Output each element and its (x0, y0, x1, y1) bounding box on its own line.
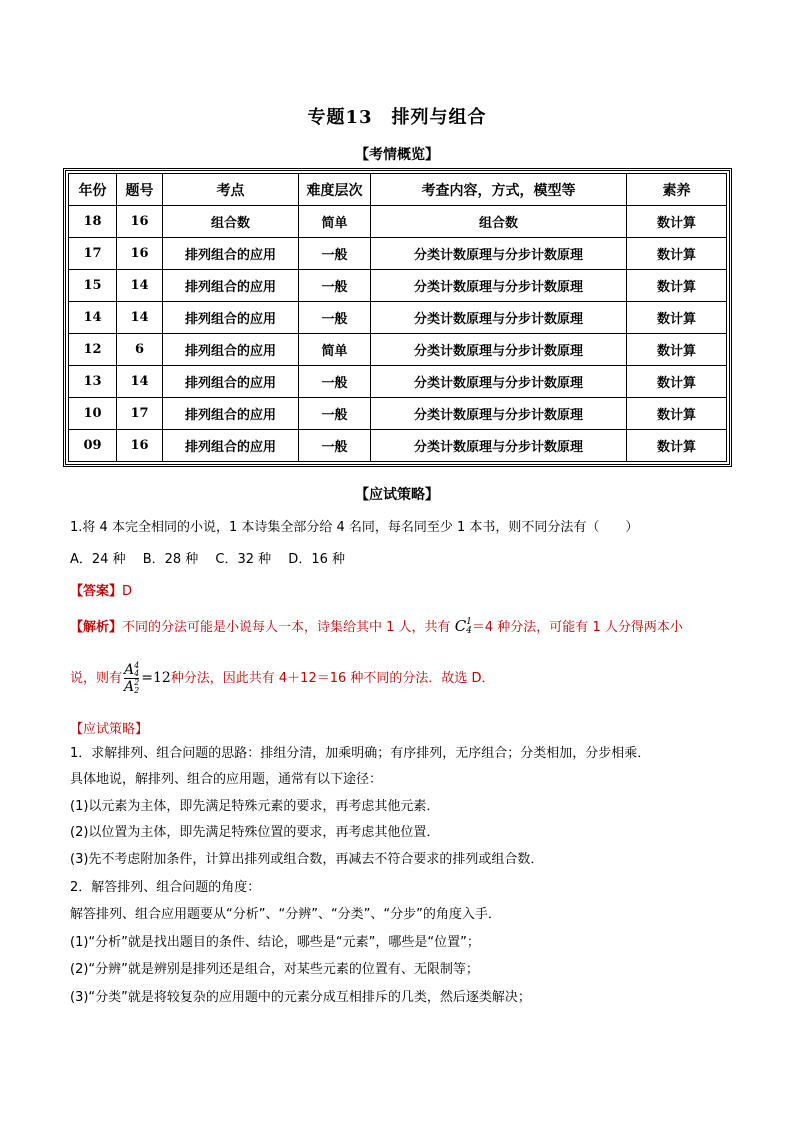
table-row (69, 206, 727, 238)
cell-question-no: 17 (117, 398, 163, 430)
cell-difficulty: 一般 (299, 398, 371, 430)
cell-difficulty: 一般 (299, 238, 371, 270)
table-row (69, 334, 727, 366)
strategy-line: (1)“分析”就是找出题目的条件、结论，哪些是“元素”，哪些是“位置”； (70, 935, 480, 950)
cell-year: 15 (69, 270, 117, 302)
analysis-text-2b: 种分法，因此共有 4＋12＝16 种不同的分法．故选 D． (170, 671, 495, 686)
combination-sup: 1 (466, 617, 472, 627)
cell-literacy: 数计算 (627, 366, 727, 398)
analysis-line-1 (70, 616, 683, 638)
cell-question-no: 16 (117, 430, 163, 462)
cell-topic: 排列组合的应用 (163, 430, 299, 462)
denominator-base: A (124, 679, 135, 695)
strategy2-heading: 【应试策略】 (70, 722, 149, 737)
cell-content: 分类计数原理与分步计数原理 (371, 238, 627, 270)
cell-question-no: 14 (117, 366, 163, 398)
strategy-line: (2)“分辨”就是辨别是排列还是组合，对某些元素的位置有、无限制等； (70, 962, 479, 977)
cell-literacy: 数计算 (627, 398, 727, 430)
cell-content: 分类计数原理与分步计数原理 (371, 334, 627, 366)
cell-content: 分类计数原理与分步计数原理 (371, 366, 627, 398)
fraction-denominator (124, 679, 139, 695)
strategy-line: 具体地说，解排列、组合的应用题，通常有以下途径： (70, 772, 383, 787)
header-question-no: 题号 (117, 174, 163, 206)
cell-topic: 排列组合的应用 (163, 334, 299, 366)
cell-year: 12 (69, 334, 117, 366)
strategy-heading: 【应试策略】 (355, 487, 439, 503)
table-row (69, 302, 727, 334)
cell-question-no: 6 (117, 334, 163, 366)
cell-year: 17 (69, 238, 117, 270)
cell-difficulty: 一般 (299, 302, 371, 334)
cell-difficulty: 一般 (299, 366, 371, 398)
strategy-line: (3)“分类”就是将较复杂的应用题中的元素分成互相排斥的几类，然后逐类解决； (70, 990, 531, 1005)
cell-year: 14 (69, 302, 117, 334)
analysis-text-2a: 说，则有 (70, 671, 123, 686)
table-row (69, 398, 727, 430)
answer-value: D (122, 584, 133, 599)
cell-literacy: 数计算 (627, 206, 727, 238)
analysis-text-1a: 不同的分法可能是小说每人一本，诗集给其中 1 人，共有 (122, 620, 455, 635)
cell-difficulty: 简单 (299, 206, 371, 238)
analysis-text-1b: ＝4 种分法，可能有 1 人分得两本小 (471, 620, 683, 635)
analysis-line-2 (70, 662, 495, 695)
page-title: 专题13 排列与组合 (307, 107, 487, 128)
fraction-numerator (124, 662, 139, 679)
analysis-label: 【解析】 (70, 620, 123, 635)
cell-year: 10 (69, 398, 117, 430)
numerator-sup: 4 (134, 661, 140, 670)
cell-literacy: 数计算 (627, 302, 727, 334)
strategy-line: 解答排列、组合应用题要从“分析”、“分辨”、“分类”、“分步”的角度入手． (70, 907, 501, 922)
header-year: 年份 (69, 174, 117, 206)
cell-content: 分类计数原理与分步计数原理 (371, 430, 627, 462)
cell-literacy: 数计算 (627, 270, 727, 302)
strategy-line: 2．解答排列、组合问题的角度： (70, 880, 261, 895)
header-literacy: 素养 (627, 174, 727, 206)
cell-content: 分类计数原理与分步计数原理 (371, 302, 627, 334)
combination-base: C (454, 617, 467, 635)
overview-heading: 【考情概览】 (355, 147, 439, 163)
cell-year: 09 (69, 430, 117, 462)
overview-table (63, 168, 732, 467)
permutation-fraction (124, 662, 139, 695)
header-difficulty: 难度层次 (299, 174, 371, 206)
numerator-base: A (124, 662, 135, 678)
strategy-line: (3)先不考虑附加条件，计算出排列或组合数，再减去不符合要求的排列或组合数． (70, 852, 544, 867)
cell-topic: 排列组合的应用 (163, 366, 299, 398)
cell-topic: 排列组合的应用 (163, 238, 299, 270)
cell-literacy: 数计算 (627, 238, 727, 270)
table-row (69, 238, 727, 270)
table-row (69, 430, 727, 462)
cell-content: 分类计数原理与分步计数原理 (371, 398, 627, 430)
cell-question-no: 16 (117, 206, 163, 238)
table-row (69, 366, 727, 398)
cell-question-no: 14 (117, 270, 163, 302)
denominator-sub: 2 (134, 686, 140, 695)
cell-year: 18 (69, 206, 117, 238)
combination-symbol (455, 617, 472, 635)
strategy-line: (2)以位置为主体，即先满足特殊位置的要求，再考虑其他位置． (70, 825, 440, 840)
strategy-line: (1)以元素为主体，即先满足特殊元素的要求，再考虑其他元素． (70, 799, 440, 814)
cell-content: 分类计数原理与分步计数原理 (371, 270, 627, 302)
answer-line (70, 582, 132, 602)
cell-literacy: 数计算 (627, 334, 727, 366)
question-text: 1.将 4 本完全相同的小说，1 本诗集全部分给 4 名同，每名同至少 1 本书，则不同分法有（ ） (70, 520, 639, 535)
cell-question-no: 16 (117, 238, 163, 270)
numerator-sub: 4 (134, 669, 140, 678)
cell-year: 13 (69, 366, 117, 398)
question-options: A．24 种 B．28 种 C．32 种 D．16 种 (70, 552, 345, 567)
cell-difficulty: 一般 (299, 430, 371, 462)
cell-topic: 组合数 (163, 206, 299, 238)
combination-sub: 4 (466, 626, 472, 636)
header-topic: 考点 (163, 174, 299, 206)
cell-content: 组合数 (371, 206, 627, 238)
cell-difficulty: 简单 (299, 334, 371, 366)
cell-difficulty: 一般 (299, 270, 371, 302)
cell-literacy: 数计算 (627, 430, 727, 462)
answer-label: 【答案】 (70, 584, 123, 599)
table-header-row (69, 174, 727, 206)
header-content: 考查内容，方式，模型等 (371, 174, 627, 206)
cell-topic: 排列组合的应用 (163, 398, 299, 430)
fraction-equals: =12 (141, 670, 171, 686)
strategy-line: 1．求解排列、组合问题的思路：排组分清，加乘明确；有序排列，无序组合；分类相加，分步相乘． (70, 746, 651, 761)
table-row (69, 270, 727, 302)
cell-topic: 排列组合的应用 (163, 270, 299, 302)
cell-topic: 排列组合的应用 (163, 302, 299, 334)
denominator-sup: 2 (134, 678, 140, 687)
cell-question-no: 14 (117, 302, 163, 334)
